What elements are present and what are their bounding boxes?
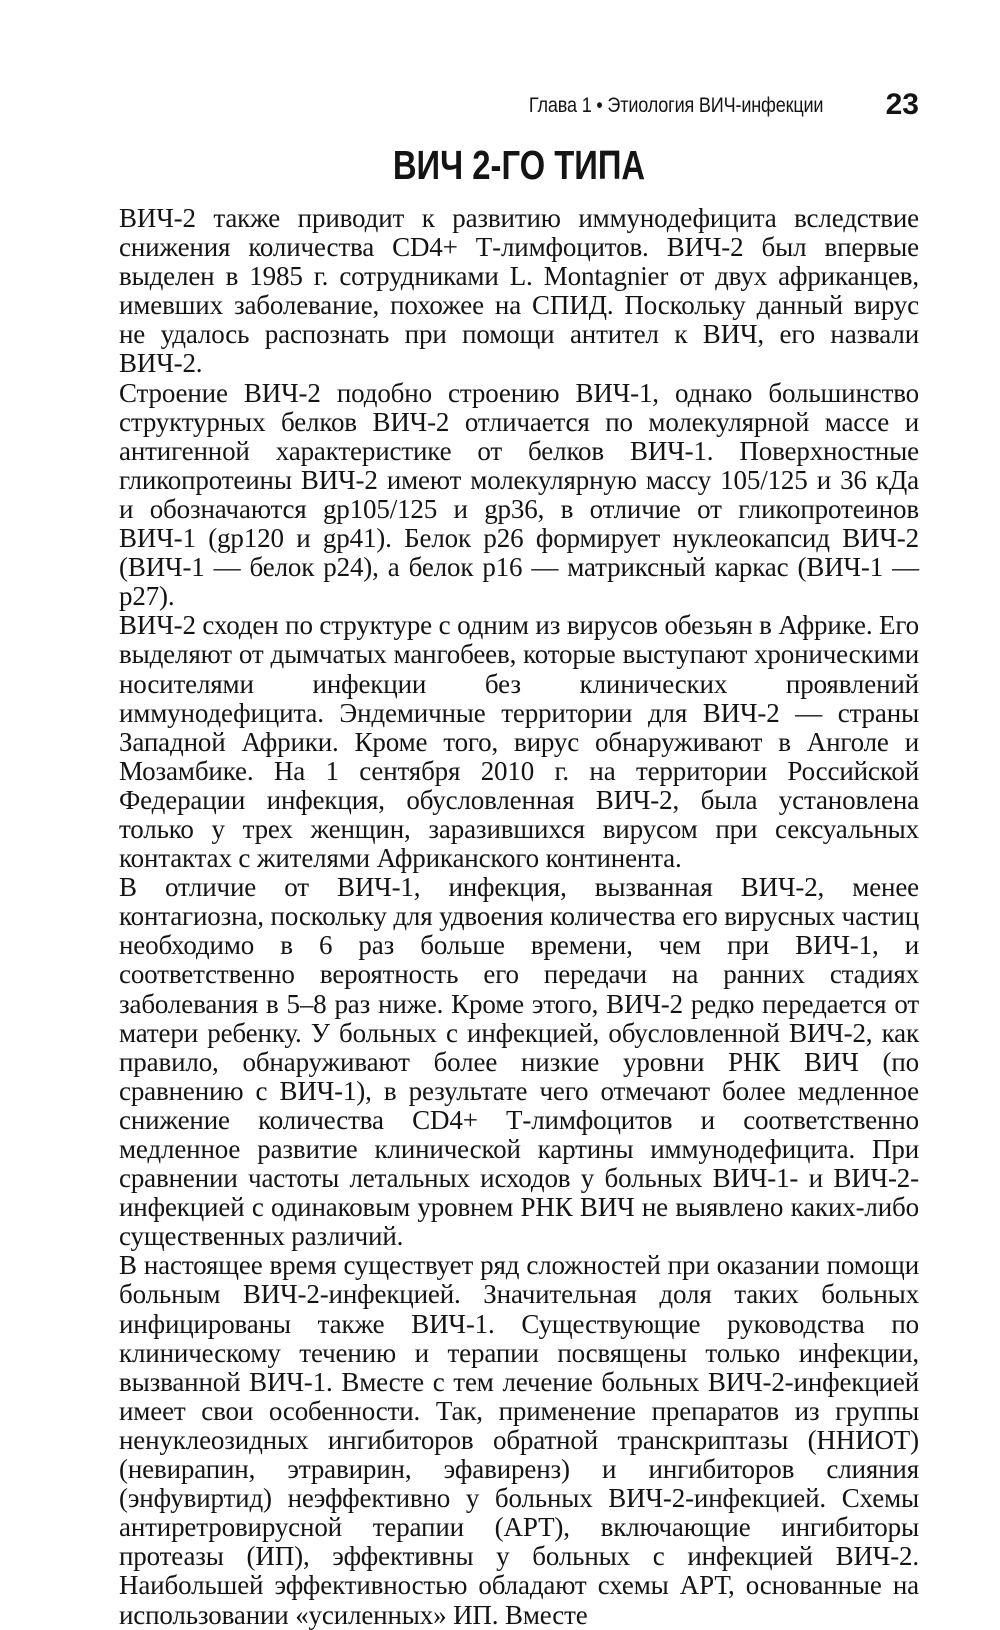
chapter-title: Глава 1 • Этиология ВИЧ-инфекции [528, 94, 823, 117]
page-number: 23 [885, 88, 919, 121]
body-text [119, 204, 919, 1630]
paragraph-1: ВИЧ-2 также приводит к развитию иммунодефицита вследствие снижения количества CD4+ Т-лимфоцитов. ВИЧ-2 был впервые выделен в 1985 г. сотрудниками L. Montagnier от двух африканцев, имевших заболевание, похожее на СПИД. Поскольку данный вирус не удалось распознать при помощи антител к ВИЧ, его назвали ВИЧ-2. [119, 203, 919, 379]
paragraph-3: ВИЧ-2 сходен по структуре с одним из вирусов обезьян в Африке. Его выделяют от дымчатых мангобеев, которые выступают хроническими носителями инфекции без клинических проявлений иммунодефицита. Эндемичные территории для ВИЧ-2 — страны Западной Африки. Кроме того, вирус обнаруживают в Анголе и Мозамбике. На 1 сентября 2010 г. на территории Российской Федерации инфекция, обусловленная ВИЧ-2, была установлена только у трех женщин, заразившихся вирусом при сексуальных контактах с жителями Африканского континента. [119, 610, 919, 874]
running-header [119, 88, 919, 124]
paragraph-5: В настоящее время существует ряд сложностей при оказании помощи больным ВИЧ-2-инфекцией. Значительная доля таких больных инфицированы также ВИЧ-1. Существующие руководства по клиническому течению и терапии посвящены только инфекции, вызванной ВИЧ-1. Вместе с тем лечение больных ВИЧ-2-инфекцией имеет свои особенности. Так, применение препаратов из группы ненуклеозидных ингибиторов обратной транскриптазы (ННИОТ) (невирапин, этравирин, эфавиренз) и ингибиторов слияния (энфувиртид) неэффективно у больных ВИЧ-2-инфекцией. Схемы антиретровирусной терапии (АРТ), включающие ингибиторы протеазы (ИП), эффективны у больных с инфекцией ВИЧ-2. Наибольшей эффективностью обладают схемы АРТ, основанные на использовании «усиленных» ИП. Вместе [119, 1250, 919, 1630]
section-title: ВИЧ 2-ГО ТИПА [392, 142, 646, 188]
paragraph-2: Строение ВИЧ-2 подобно строению ВИЧ-1, однако большинство структурных белков ВИЧ-2 отличается по молекулярной массе и антигенной характеристике от белков ВИЧ-1. Поверхностные гликопротеины ВИЧ-2 имеют молекулярную массу 105/125 и 36 кДа и обозначаются gp105/125 и gp36, в отличие от гликопротеинов ВИЧ-1 (gp120 и gp41). Белок р26 формирует нуклеокапсид ВИЧ-2 (ВИЧ-1 — белок р24), а белок р16 — матриксный каркас (ВИЧ-1 — р27). [119, 377, 919, 612]
paragraph-4: В отличие от ВИЧ-1, инфекция, вызванная ВИЧ-2, менее контагиозна, поскольку для удвоения количества его вирусных частиц необходимо в 6 раз больше времени, чем при ВИЧ-1, и соответственно вероятность его передачи на ранних стадиях заболевания в 5–8 раз ниже. Кроме этого, ВИЧ-2 редко передается от матери ребенку. У больных с инфекцией, обусловленной ВИЧ-2, как правило, обнаруживают более низкие уровни РНК ВИЧ (по сравнению с ВИЧ-1), в результате чего отмечают более медленное снижение количества CD4+ Т-лимфоцитов и соответственно медленное развитие клинической картины иммунодефицита. При сравнении частоты летальных исходов у больных ВИЧ-1- и ВИЧ-2-инфекцией с одинаковым уровнем РНК ВИЧ не выявлено каких-либо существенных различий. [119, 872, 919, 1252]
